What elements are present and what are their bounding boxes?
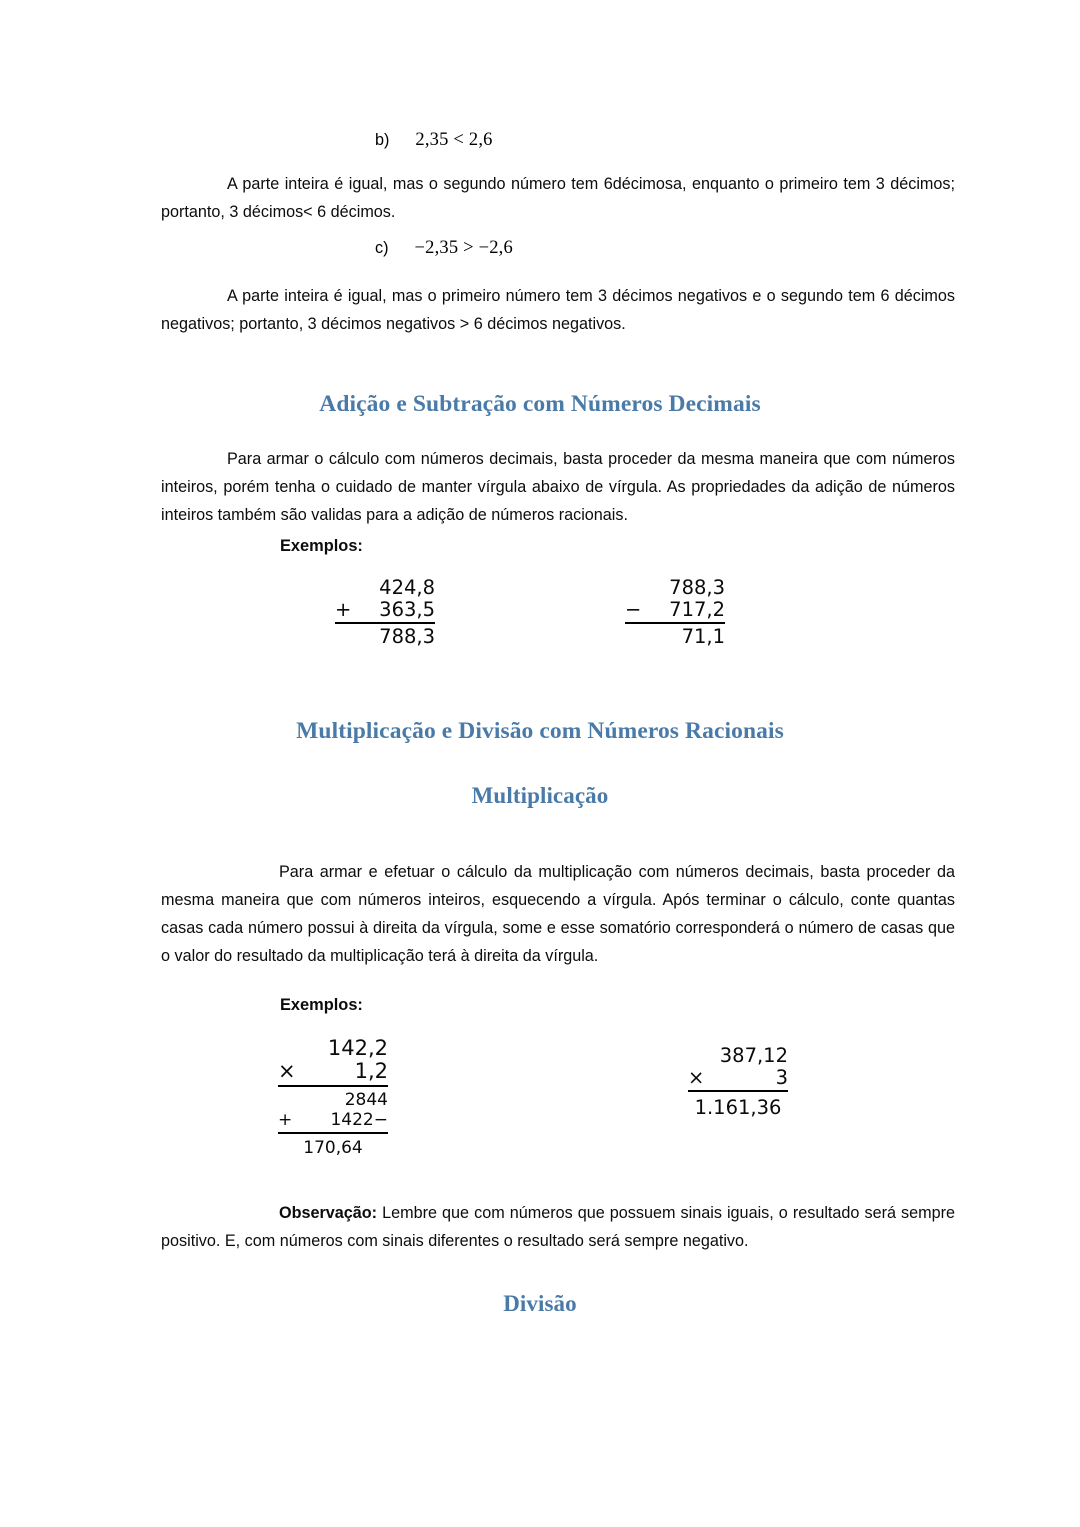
paragraph-adicao-intro-text: Para armar o cálculo com números decimais, basta proceder da mesma maneira que com números inteiros, porém tenha o cuidado de manter vírgula abaixo de vírgula. As propriedades da adição de números inteiros também são validas para a adição de números racionais.: [161, 450, 955, 524]
paragraph-multiplicacao-intro-text: Para armar e efetuar o cálculo da multiplicação com números decimais, basta proceder da mesma maneira que com números inteiros, esquecendo a vírgula. Após terminar o cálculo, conte quantas casas cada número possui à direita da vírgula, some e esse somatório corresponderá o número de casas que o valor do resultado da multiplicação terá à direita da vírgula.: [161, 863, 955, 965]
mult2-operand1-row: [688, 1046, 788, 1068]
paragraph-multiplicacao-intro: [161, 858, 955, 970]
mult1-partial2-row: [278, 1109, 388, 1134]
mult1-result-row: [278, 1137, 388, 1157]
mult1-operand2: 1,2: [354, 1059, 388, 1083]
heading-multiplicacao-divisao: Multiplicação e Divisão com Números Racionais: [296, 718, 784, 744]
mult1-operand1: 142,2: [327, 1036, 388, 1060]
addition-operand1: 424,8: [379, 576, 435, 599]
mult2-operand1: 387,12: [719, 1044, 788, 1067]
mult2-operand2: 3: [775, 1065, 788, 1089]
mult1-partial1-row: [278, 1090, 388, 1109]
mult1-partial1: 2844: [344, 1090, 388, 1110]
paragraph-after-c: [161, 282, 955, 338]
observacao-text: Lembre que com números que possuem sinais iguais, o resultado será sempre positivo. E, com números com sinais diferentes o resultado será sempre negativo.: [161, 1204, 955, 1250]
addition-result-row: [335, 627, 435, 647]
mult1-result: 170,64: [303, 1138, 363, 1158]
subtraction-operand2-row: [625, 597, 725, 625]
addition-operator: +: [335, 597, 352, 621]
paragraph-adicao-intro: [161, 445, 955, 529]
mult2-result: 1.161,36: [694, 1096, 782, 1119]
list-item-c: [375, 236, 513, 260]
heading-adicao-subtracao: Adição e Subtração com Números Decimais: [319, 391, 761, 417]
mult1-partial2: 1422−: [330, 1110, 388, 1130]
paragraph-after-c-text: A parte inteira é igual, mas o primeiro número tem 3 décimos negativos e o segundo tem 6 décimos negativos; portanto, 3 décimos negativos > 6 décimos negativos.: [161, 287, 955, 333]
subtraction-result-row: [625, 627, 725, 647]
item-math-b: 2,35 < 2,6: [415, 130, 493, 150]
list-item-b: [375, 128, 493, 152]
addition-result: 788,3: [379, 625, 435, 648]
subtraction-operator: −: [625, 597, 642, 621]
mult2-result-row: [688, 1095, 788, 1118]
subtraction-operand1-row: [625, 578, 725, 600]
subtraction-operand2: 717,2: [669, 597, 725, 621]
paragraph-observacao: [161, 1199, 955, 1255]
calculation-addition: [335, 578, 435, 647]
addition-operand1-row: [335, 578, 435, 600]
calculation-multiplication-2: [688, 1046, 788, 1118]
item-math-c: −2,35 > −2,6: [414, 238, 513, 258]
observacao-label: Observação:: [279, 1204, 378, 1222]
mult1-operand1-row: [278, 1038, 388, 1061]
item-letter-c: c): [375, 239, 389, 257]
addition-operand2: 363,5: [379, 597, 435, 621]
mult2-operator: ×: [688, 1065, 705, 1089]
heading-divisao: Divisão: [503, 1291, 577, 1316]
subtraction-operand1: 788,3: [669, 576, 725, 599]
subtraction-result: 71,1: [681, 625, 725, 648]
calculation-multiplication-1: [278, 1038, 388, 1157]
addition-operand2-row: [335, 597, 435, 625]
paragraph-after-b-text: A parte inteira é igual, mas o segundo número tem 6décimosa, enquanto o primeiro tem 3 décimos; portanto, 3 décimos< 6 décimos.: [161, 175, 955, 221]
mult2-operand2-row: [688, 1065, 788, 1093]
heading-multiplicacao: Multiplicação: [471, 783, 609, 808]
label-exemplos-multiplicacao: Exemplos:: [280, 996, 363, 1014]
mult1-operator: ×: [278, 1059, 296, 1083]
mult1-operand2-row: [278, 1061, 388, 1087]
label-exemplos-adicao: Exemplos:: [280, 537, 363, 555]
item-letter-b: b): [375, 131, 390, 149]
mult1-partial2-operator: +: [278, 1110, 293, 1130]
calculation-subtraction: [625, 578, 725, 647]
paragraph-after-b: [161, 170, 955, 226]
